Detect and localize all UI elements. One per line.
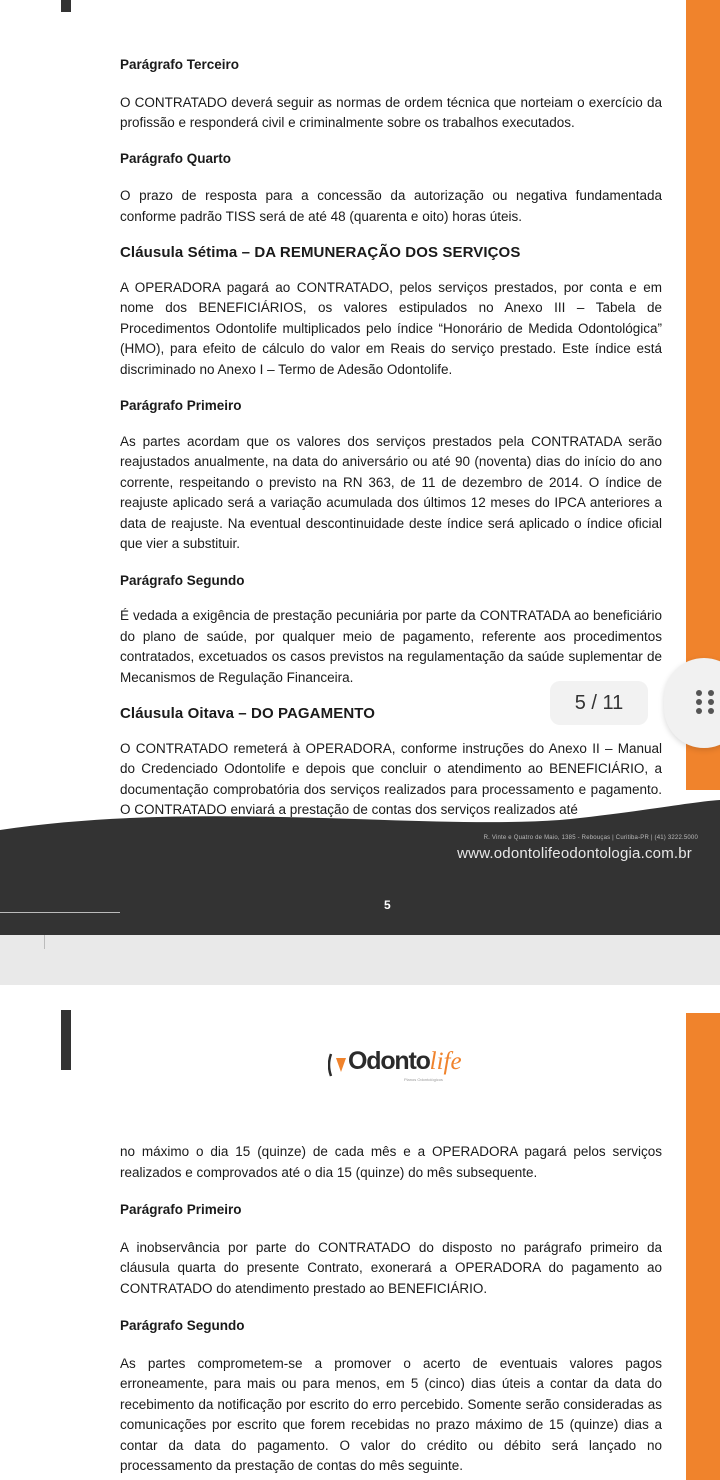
page-indicator: 5 / 11	[550, 681, 648, 725]
section-heading: Parágrafo Quarto	[120, 150, 232, 166]
page-edge-line	[0, 912, 120, 913]
odontolife-logo-mark	[328, 1050, 348, 1080]
section-heading: Parágrafo Terceiro	[120, 57, 240, 72]
clause-heading: Cláusula Oitava – DO PAGAMENTO	[120, 705, 376, 722]
paragraph: O CONTRATADO deverá seguir as normas de ordem técnica que norteiam o exercício da profissão e responderá civil e criminalmente sobre os trabalhos executados.	[120, 94, 662, 130]
logo-tagline: Planos Odontológicos	[404, 1077, 443, 1082]
section-heading: Parágrafo Segundo	[120, 572, 245, 588]
section-heading: Parágrafo Segundo	[120, 1318, 245, 1333]
paragraph: no máximo o dia 15 (quinze) de cada mês e a OPERADORA pagará pelos serviços realizados e comprovados até o dia 15 (quinze) do mês subsequente.	[120, 1144, 662, 1180]
paragraph: As partes comprometem-se a promover o acerto de eventuais valores pagos erroneamente, para mais ou para menos, em 5 (cinco) dias úteis a contar da data do recebimento da notificação por escrito do erro percebido. Somente serão consideradas as comunicações por escrito que forem recebidas no prazo máximo de 15 (quinze) dias a contar da data do pagamento. O valor do crédito ou débito será lançado no processamento da prestação de contas do mês seguinte.	[120, 1355, 662, 1473]
section-heading: Parágrafo Primeiro	[120, 1202, 242, 1217]
footer-website-link[interactable]: www.odontolifeodontologia.com.br	[457, 845, 692, 862]
page-footer	[0, 790, 720, 935]
paragraph: A OPERADORA pagará ao CONTRATADO, pelos serviços prestados, por conta e em nome dos BENEFICIÁRIOS, os valores estipulados no Anexo III – Tabela de Procedimentos Odontolife multiplicados pelo índice “Honorário de Medida Odontológica” (HMO), para efeito de cálculo do valor em Reais do serviço prestado. Este índice está discriminado no Anexo I – Termo de Adesão Odontolife.	[120, 279, 662, 377]
paragraph: O prazo de resposta para a concessão da autorização ou negativa fundamentada conforme padrão TISS será de até 48 (quarenta e oito) horas úteis.	[120, 188, 662, 224]
page-edge-line	[44, 935, 45, 949]
orange-side-band	[686, 1013, 720, 1480]
page-number: 5	[384, 898, 391, 912]
odontolife-logo: Odontolife	[348, 1047, 462, 1075]
paragraph: As partes acordam que os valores dos serviços prestados pela CONTRATADA serão reajustados anualmente, na data do aniversário ou até 90 (noventa) dias do início do ano corrente, respeitando o previsto na RN 363, de 11 de dezembro de 2014. O índice de reajuste aplicado será a variação acumulada dos últimos 12 meses do IPCA anteriores a data de reajuste. Na eventual descontinuidade deste índice será aplicado o índice oficial que vier a substituir.	[120, 433, 662, 551]
footer-wave-shape	[0, 790, 720, 935]
clause-heading: Cláusula Sétima – DA REMUNERAÇÃO DOS SERVIÇOS	[120, 244, 521, 261]
paragraph: A inobservância por parte do CONTRATADO do disposto no parágrafo primeiro da cláusula quarta do presente Contrato, exonerará a OPERADORA do pagamento ao CONTRATADO do atendimento prestado ao BENEFICIÁRIO.	[120, 1239, 662, 1296]
paragraph: É vedada a exigência de prestação pecuniária por parte da CONTRATADA ao beneficiário do plano de saúde, por qualquer meio de pagamento, referente aos procedimentos contratados, excetuados os casos previstos na regulamentação da saúde suplementar de Mecanismos de Regulação Financeira.	[120, 608, 662, 685]
ans-registration-tag	[61, 1010, 71, 1070]
page-content	[120, 1142, 662, 1477]
ans-registration-tag	[61, 0, 71, 12]
footer-address: R. Vinte e Quatro de Maio, 1385 - Rebouças | Curitiba-PR | (41) 3222.5000	[483, 835, 698, 841]
section-heading: Parágrafo Primeiro	[120, 398, 242, 413]
drag-dots-icon	[696, 690, 714, 714]
paragraph: O CONTRATADO remeterá à OPERADORA, conforme instruções do Anexo II – Manual do Credenciado Odontolife e depois que concluir o atendimento ao BENEFICIÁRIO, a documentação comprobatória dos serviços realizados para processamento e pagamento. O CONTRATADO enviará a prestação de contas dos serviços realizados até	[120, 740, 662, 817]
